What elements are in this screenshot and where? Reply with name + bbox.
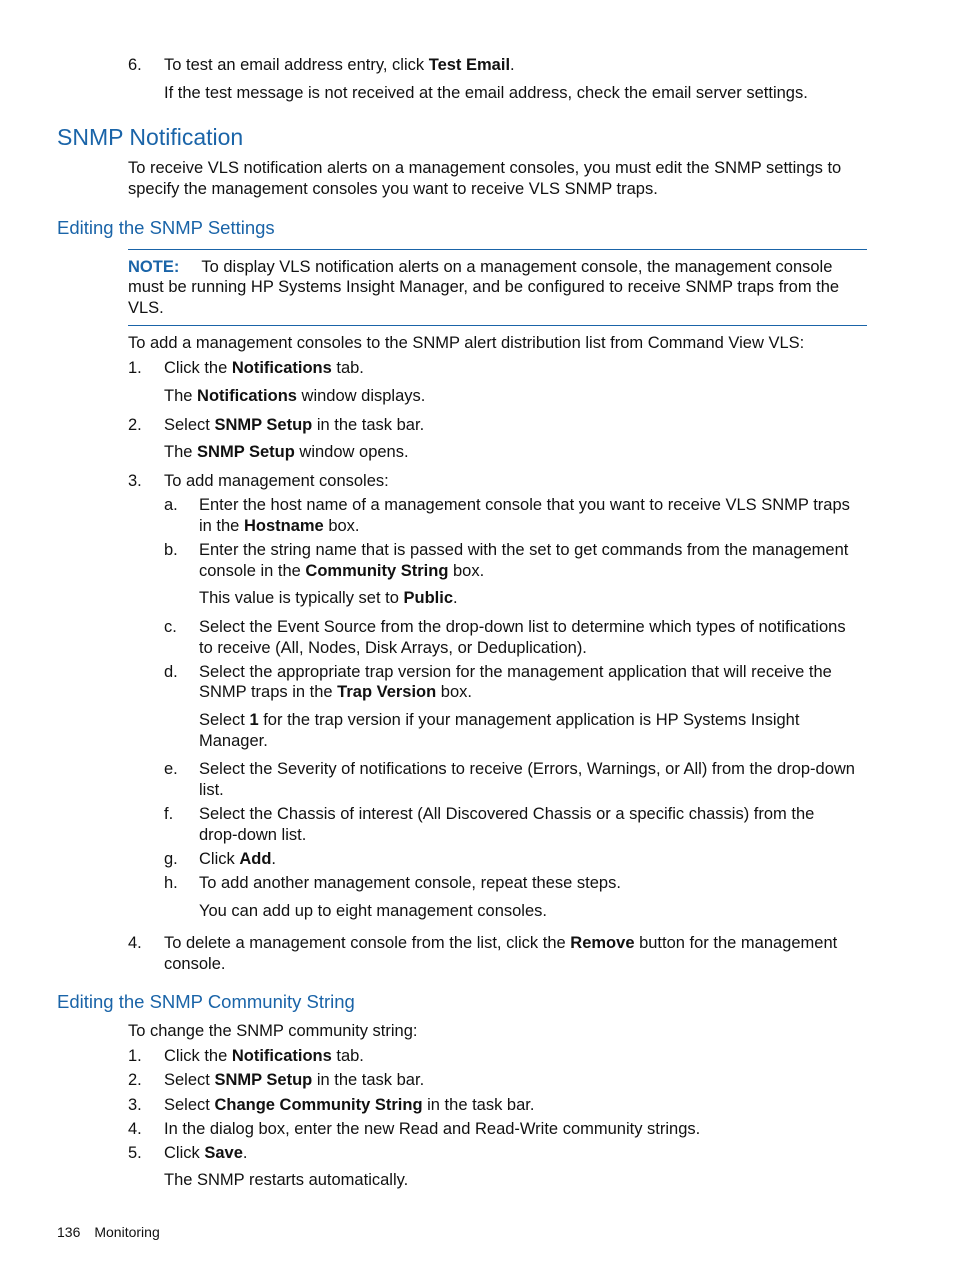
substep-result: Manager.: [199, 732, 268, 750]
substep-text: Enter the string name that is passed with the set to get commands from the management: [199, 541, 849, 559]
step-text: To delete a management console from the list, click the Remove button for the management: [164, 934, 838, 952]
substep-letter: b.: [164, 541, 178, 559]
substep-text: Select the appropriate trap version for the management application that will receive the: [199, 663, 832, 681]
step-number: 3.: [128, 472, 142, 490]
footer-section: Monitoring: [94, 1224, 160, 1240]
substep-letter: c.: [164, 618, 177, 636]
substep-result: You can add up to eight management consoles.: [199, 902, 547, 920]
step-number: 1.: [128, 1047, 142, 1065]
paragraph-line: specify the management consoles you want to receive VLS SNMP traps.: [128, 180, 658, 198]
substep-text: in the Hostname box.: [199, 517, 360, 535]
step-text: Select Change Community String in the task bar.: [164, 1096, 535, 1114]
paragraph-line: To receive VLS notification alerts on a management consoles, you must edit the SNMP settings to: [128, 159, 842, 177]
step-text: Click the Notifications tab.: [164, 359, 364, 377]
note-line: VLS.: [128, 299, 164, 317]
substep-text: to receive (All, Nodes, Disk Arrays, or Deduplication).: [199, 639, 587, 657]
step-number: 5.: [128, 1144, 142, 1162]
step-result: If the test message is not received at the email address, check the email server settings.: [164, 84, 808, 102]
step-number: 4.: [128, 1120, 142, 1138]
section-title: SNMP Notification: [57, 124, 244, 150]
substep-text: list.: [199, 781, 224, 799]
page-number: 136: [57, 1224, 81, 1240]
step-text: To test an email address entry, click Test Email.: [164, 56, 515, 74]
step-text: In the dialog box, enter the new Read and Read-Write community strings.: [164, 1120, 701, 1138]
substep-text: Select the Chassis of interest (All Discovered Chassis or a specific chassis) from the: [199, 805, 815, 823]
substep-text: Select the Severity of notifications to receive (Errors, Warnings, or All) from the drop-down: [199, 760, 855, 778]
step-text: To add management consoles:: [164, 472, 389, 490]
note-top-rule: [128, 249, 867, 250]
substep-text: To add another management console, repeat these steps.: [199, 874, 621, 892]
step-text: console.: [164, 955, 226, 973]
step-number: 4.: [128, 934, 142, 952]
step-text: Select SNMP Setup in the task bar.: [164, 1071, 425, 1089]
step-number: 6.: [128, 56, 142, 74]
substep-letter: g.: [164, 850, 178, 868]
step-number: 2.: [128, 1071, 142, 1089]
substep-text: Select the Event Source from the drop-down list to determine which types of notifications: [199, 618, 846, 636]
step-number: 2.: [128, 416, 142, 434]
page-footer: [57, 1224, 160, 1240]
subsection-title: Editing the SNMP Settings: [57, 217, 275, 238]
substep-text: Enter the host name of a management console that you want to receive VLS SNMP traps: [199, 496, 850, 514]
step-result: The SNMP restarts automatically.: [164, 1171, 409, 1189]
substep-letter: a.: [164, 496, 178, 514]
note-label: NOTE:: [128, 258, 180, 276]
substep-text: drop-down list.: [199, 826, 307, 844]
note-line: must be running HP Systems Insight Manager, and be configured to receive SNMP traps from the: [128, 278, 840, 296]
intro-text: To change the SNMP community string:: [128, 1022, 418, 1040]
subsection-title: Editing the SNMP Community String: [57, 991, 355, 1012]
step-result: The Notifications window displays.: [164, 387, 426, 405]
substep-letter: h.: [164, 874, 178, 892]
substep-letter: f.: [164, 805, 174, 823]
note-line: NOTE: To display VLS notification alerts on a management console, the management console: [128, 258, 833, 276]
substep-letter: e.: [164, 760, 178, 778]
step-text: Click the Notifications tab.: [164, 1047, 364, 1065]
intro-text: To add a management consoles to the SNMP alert distribution list from Command View VLS:: [128, 334, 805, 352]
substep-result: This value is typically set to Public.: [199, 589, 458, 607]
step-text: Click Save.: [164, 1144, 248, 1162]
step-result: The SNMP Setup window opens.: [164, 443, 409, 461]
substep-result: Select 1 for the trap version if your management application is HP Systems Insight: [199, 711, 800, 729]
substep-letter: d.: [164, 663, 178, 681]
substep-text: console in the Community String box.: [199, 562, 485, 580]
step-text: Select SNMP Setup in the task bar.: [164, 416, 425, 434]
step-number: 3.: [128, 1096, 142, 1114]
substep-text: Click Add.: [199, 850, 277, 868]
note-bottom-rule: [128, 325, 867, 326]
substep-text: SNMP traps in the Trap Version box.: [199, 683, 472, 701]
step-number: 1.: [128, 359, 142, 377]
